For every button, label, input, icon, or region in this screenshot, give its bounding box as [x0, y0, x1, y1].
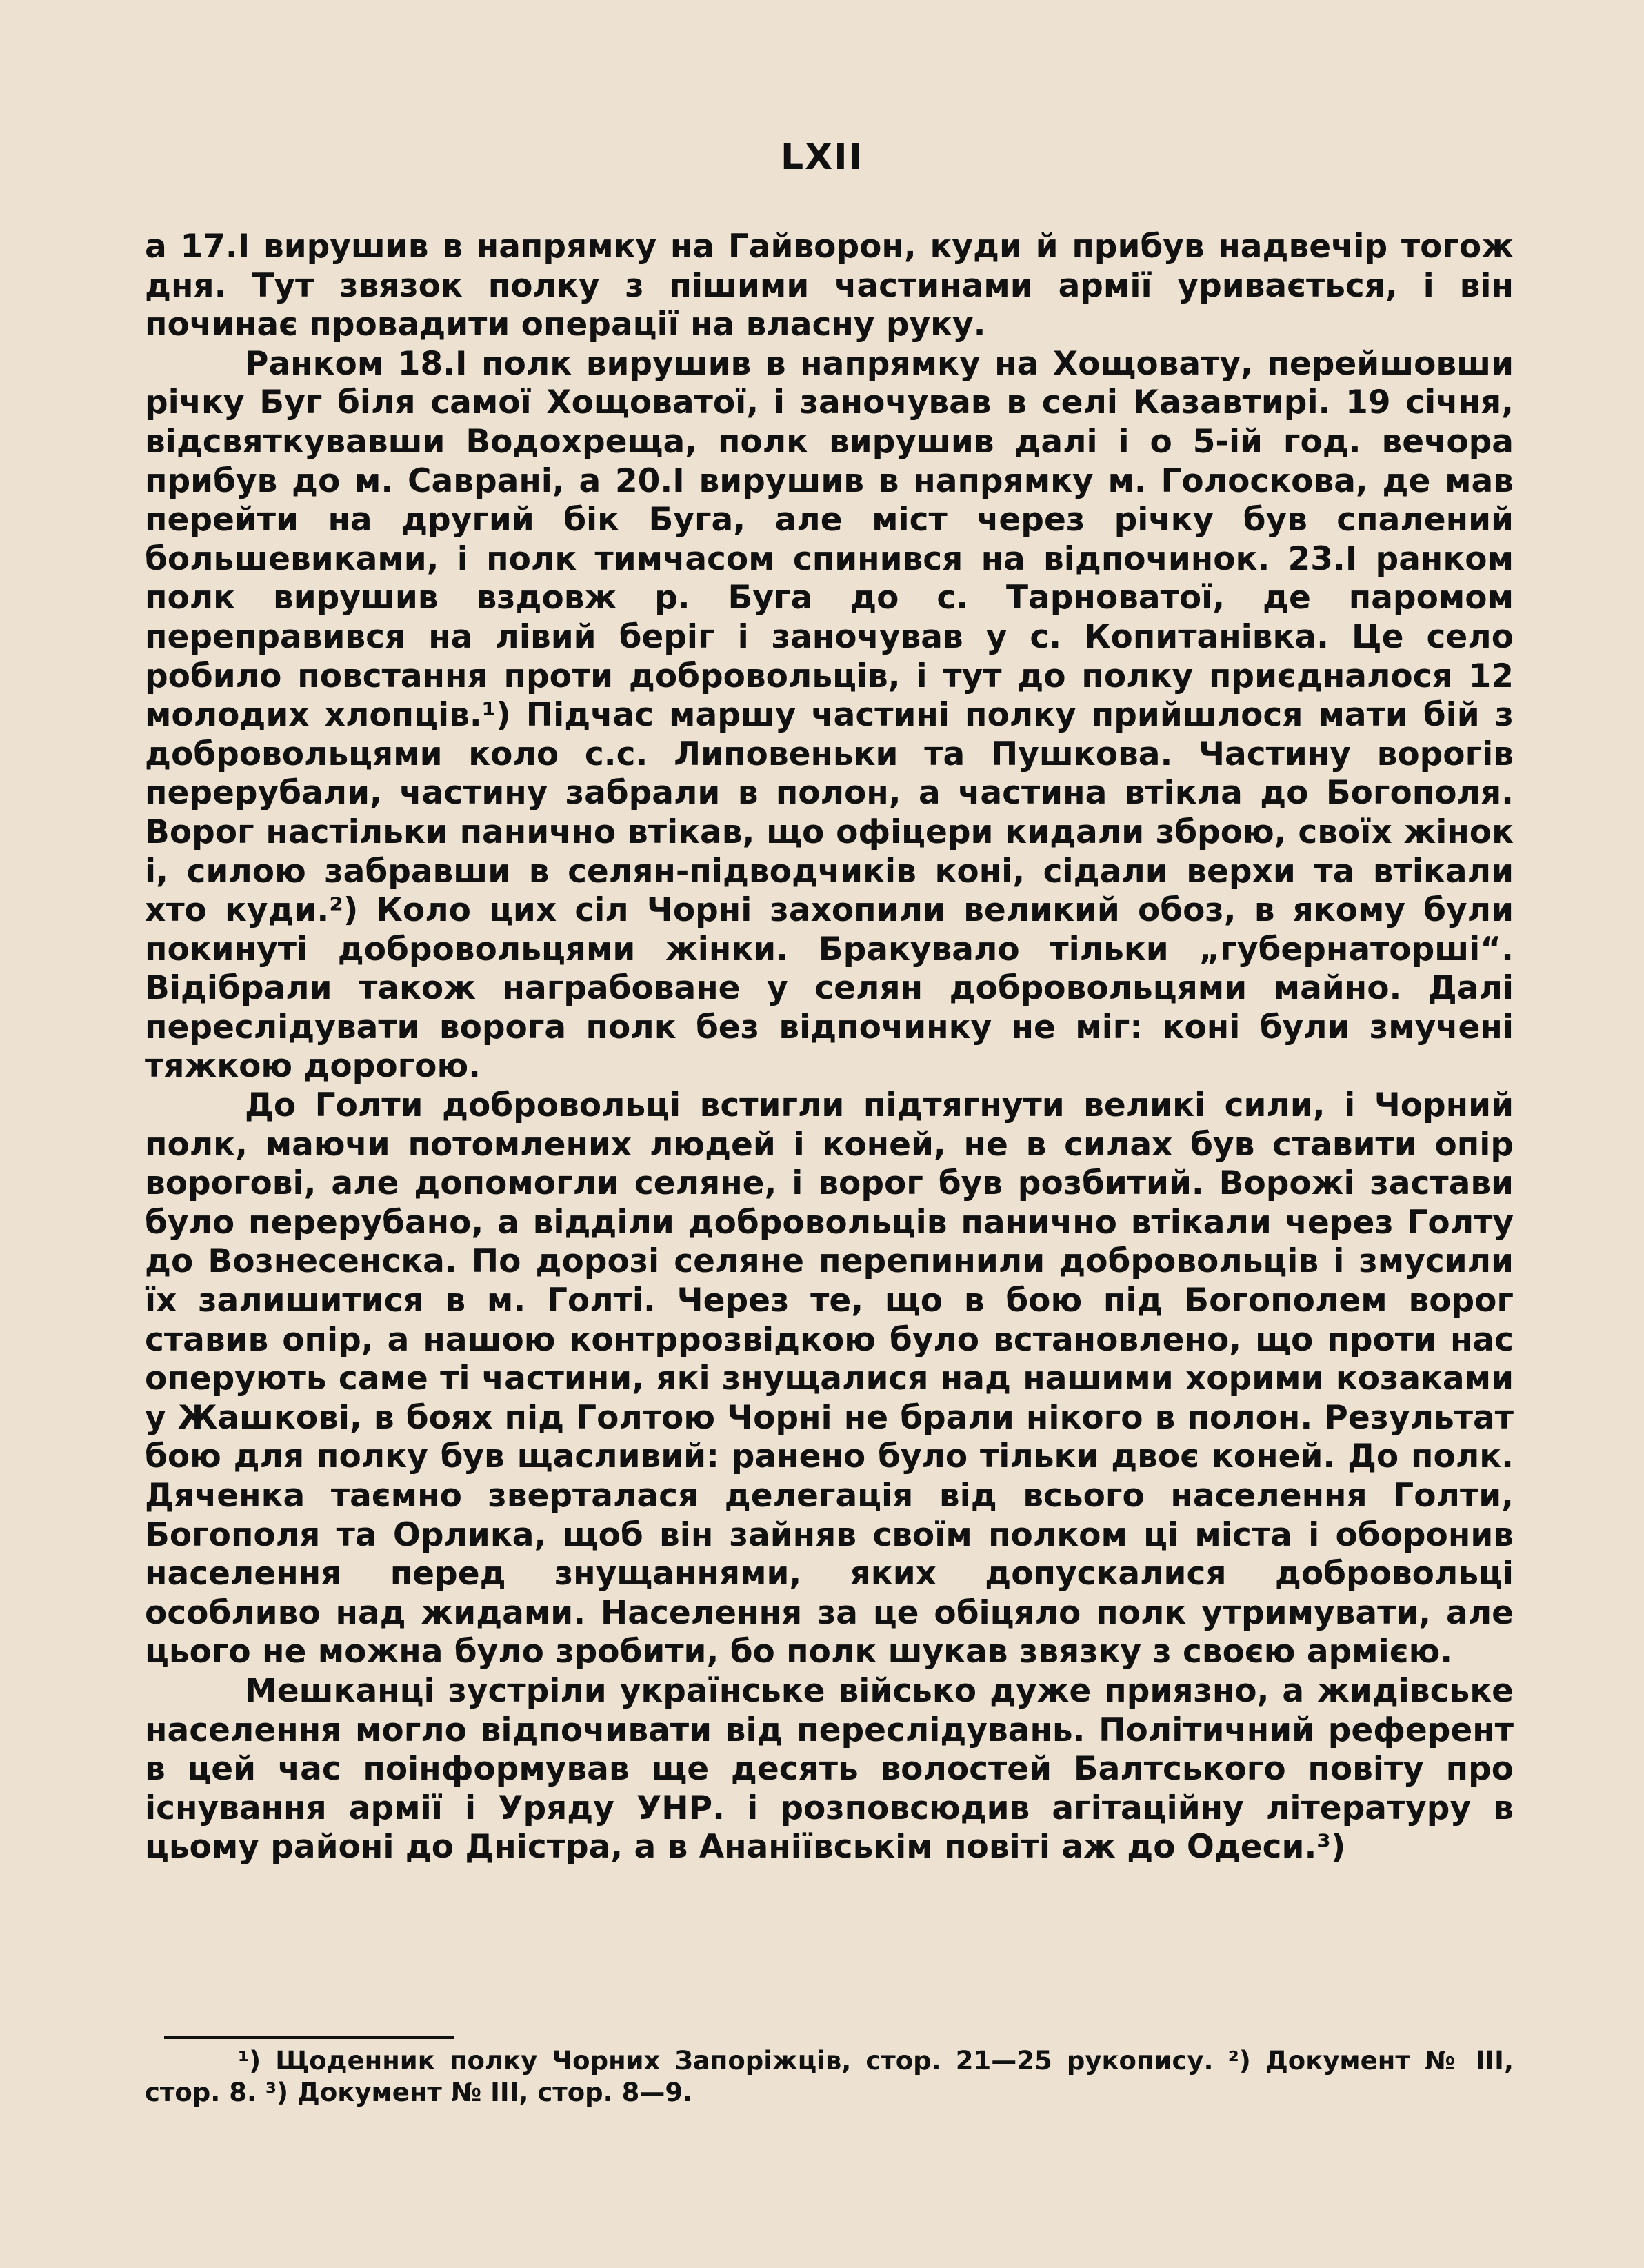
paragraph-4: Мешканці зустріли українське військо дуже приязно, а жидівське населення могло відпочивати від переслідувань. Політичний референт в цей час поінформував ще десять волостей Балтського повіту про існування армії і Уряду УНР. і розповсюдив агітаційну літературу в цьому районі до Дністра, а в Ананіївськім повіті аж до Одеси.³)	[145, 1671, 1514, 1867]
paragraph-1: а 17.І вирушив в напрямку на Гайворон, куди й прибув надвечір тогож дня. Тут звязок полку з пішими частинами армії уривається, і він починає провадити операції на власну руку.	[145, 228, 1514, 344]
page-number: LXII	[781, 137, 863, 178]
footnote-divider	[164, 2036, 454, 2039]
paragraph-2: Ранком 18.І полк вирушив в напрямку на Хощовату, перейшовши річку Буг біля самої Хощоватої, і заночував в селі Казавтирі. 19 січня, відсвяткувавши Водохреща, полк вирушив далі і о 5-ій год. вечора прибув до м. Саврані, а 20.І вирушив в напрямку м. Голоскова, де мав перейти на другий бік Буга, але міст через річку був спалений большевиками, і полк тимчасом спинився на відпочинок. 23.І ранком полк вирушив вздовж р. Буга до с. Тарноватої, де паромом переправився на лівий беріг і заночував у с. Копитанівка. Це село робило повстання проти добровольців, і тут до полку приєдналося 12 молодих хлопців.¹) Підчас маршу частині полку прийшлося мати бій з добровольцями коло с.с. Липовеньки та Пушкова. Частину ворогів перерубали, частину забрали в полон, а частина втікла до Богополя. Ворог настільки панично втікав, що офіцери кидали зброю, своїх жінок і, силою забравши в селян-підводчиків коні, сідали верхи та втікали хто куди.²) Коло цих сіл Чорні захопили великий обоз, в якому були покинуті добровольцями жінки. Бракувало тільки „губернаторші“. Відібрали також награбоване у селян добровольцями майно. Далі переслідувати ворога полк без відпочинку не міг: коні були змучені тяжкою дорогою.	[145, 344, 1514, 1086]
paragraph-3: До Голти добровольці встигли підтягнути великі сили, і Чорний полк, маючи потомлених людей і коней, не в силах був ставити опір ворогові, але допомогли селяне, і ворог був розбитий. Ворожі застави було перерубано, а відділи добровольців панично втікали через Голту до Вознесенска. По дорозі селяне перепинили добровольців і змусили їх залишитися в м. Голті. Через те, що в бою під Богополем ворог ставив опір, а нашою контррозвідкою було встановлено, що проти нас оперують саме ті частини, які знущалися над нашими хорими козаками у Жашкові, в боях під Голтою Чорні не брали нікого в полон. Результат бою для полку був щасливий: ранено було тільки двоє коней. До полк. Дяченка таємно зверталася делегація від всього населення Голти, Богополя та Орлика, щоб він зайняв своїм полком ці міста і оборонив населення перед знущаннями, яких допускалися добровольці особливо над жидами. Населення за це обіцяло полк утримувати, але цього не можна було зробити, бо полк шукав звязку з своєю армією.	[145, 1086, 1514, 1671]
footnote-text: ¹) Щоденник полку Чорних Запоріжців, стор. 21—25 рукопису. ²) Документ № ІІІ, стор. 8. ³) Документ № ІІІ, стор. 8—9.	[145, 2046, 1514, 2107]
footnotes	[145, 2045, 1514, 2109]
body-text	[145, 228, 1514, 1867]
